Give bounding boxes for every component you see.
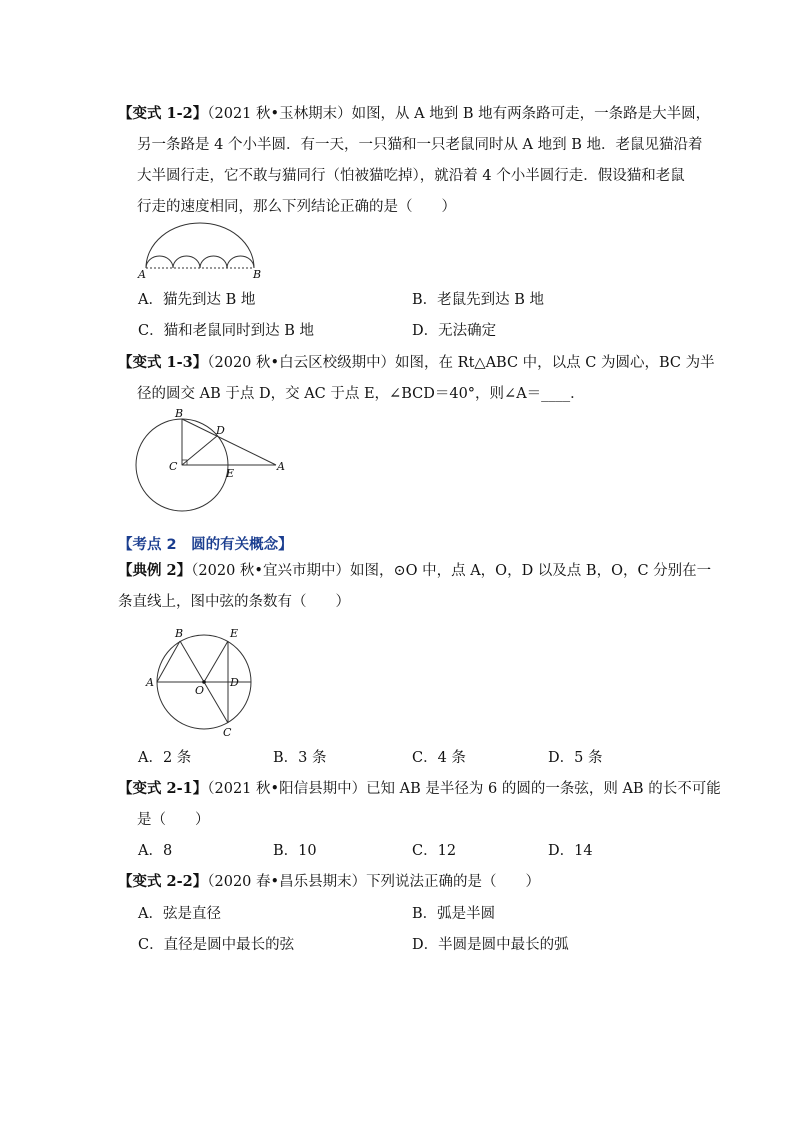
option-c[interactable]: C．4 条 (412, 750, 466, 766)
point-label: B (175, 627, 184, 640)
option-d[interactable]: D．14 (548, 843, 593, 859)
question-tag: 【典例 2】 (118, 562, 192, 579)
option-d[interactable]: D．5 条 (548, 750, 603, 766)
option-c[interactable]: C．12 (412, 843, 457, 859)
question-text: （2020 秋•白云区校级期中）如图，在 Rt△ABC 中，以点 C 为圆心，BC 为半 (207, 355, 715, 371)
question-2-1-line-1 (118, 779, 721, 799)
question-1-3-line-1 (118, 353, 715, 373)
question-tag: 【变式 1-3】 (118, 354, 208, 371)
semicircle-figure (136, 218, 266, 282)
option-c[interactable]: C．直径是圆中最长的弦 (138, 937, 295, 953)
question-1-3-line-2: 径的圆交 AB 于点 D，交 AC 于点 E，∠BCD＝40°，则∠A＝____． (137, 386, 585, 402)
point-label: E (226, 467, 235, 480)
point-label: A (138, 268, 146, 281)
question-text: （2021 秋•阳信县期中）已知 AB 是半径为 6 的圆的一条弦，则 AB 的长不可能 (207, 781, 721, 797)
point-label: C (223, 726, 232, 739)
circle-triangle-figure (136, 408, 296, 513)
question-1-2-line-1 (118, 104, 710, 124)
point-label: O (195, 684, 205, 697)
question-tag: 【变式 2-2】 (118, 873, 208, 890)
example-2-line-1 (118, 561, 711, 581)
circle-chords-figure (140, 624, 270, 739)
option-d[interactable]: D．无法确定 (412, 323, 497, 339)
point-label: B (175, 407, 184, 420)
point-label: C (169, 460, 178, 473)
point-label: B (253, 268, 262, 281)
option-d[interactable]: D．半圆是圆中最长的弧 (412, 937, 569, 953)
point-label: D (216, 424, 225, 437)
option-b[interactable]: B．10 (273, 843, 317, 859)
option-c[interactable]: C．猫和老鼠同时到达 B 地 (138, 323, 314, 339)
question-text: （2021 秋•玉林期末）如图，从 A 地到 B 地有两条路可走，一条路是大半圆， (207, 106, 711, 122)
question-1-2-line-3: 大半圆行走，它不敢与猫同行（怕被猫吃掉），就沿着 4 个小半圆行走．假设猫和老鼠 (137, 168, 685, 184)
option-a[interactable]: A．弦是直径 (138, 906, 221, 922)
option-b[interactable]: B．3 条 (273, 750, 327, 766)
point-label: A (277, 460, 285, 473)
option-a[interactable]: A．2 条 (138, 750, 192, 766)
option-a[interactable]: A．8 (138, 843, 173, 859)
question-2-2-line-1 (118, 872, 540, 892)
question-1-2-line-2: 另一条路是 4 个小半圆．有一天，一只猫和一只老鼠同时从 A 地到 B 地．老鼠见猫沿着 (137, 137, 703, 153)
point-label: A (146, 676, 154, 689)
point-label: E (230, 627, 239, 640)
point-label: D (230, 676, 239, 689)
option-a[interactable]: A．猫先到达 B 地 (138, 292, 256, 308)
option-b[interactable]: B．老鼠先到达 B 地 (412, 292, 545, 308)
question-tag: 【变式 1-2】 (118, 105, 208, 122)
example-2-line-2: 条直线上，图中弦的条数有（ ） (118, 594, 350, 610)
question-text: （2020 秋•宜兴市期中）如图，⊙O 中，点 A，O，D 以及点 B，O，C 分别在一 (191, 563, 712, 579)
option-b[interactable]: B．弧是半圆 (412, 906, 496, 922)
section-title: 【考点 2 圆的有关概念】 (118, 537, 293, 553)
question-text: （2020 春•昌乐县期末）下列说法正确的是（ ） (207, 874, 541, 890)
question-2-1-line-2: 是（ ） (137, 812, 210, 828)
question-1-2-line-4: 行走的速度相同，那么下列结论正确的是（ ） (137, 199, 456, 215)
question-tag: 【变式 2-1】 (118, 780, 208, 797)
